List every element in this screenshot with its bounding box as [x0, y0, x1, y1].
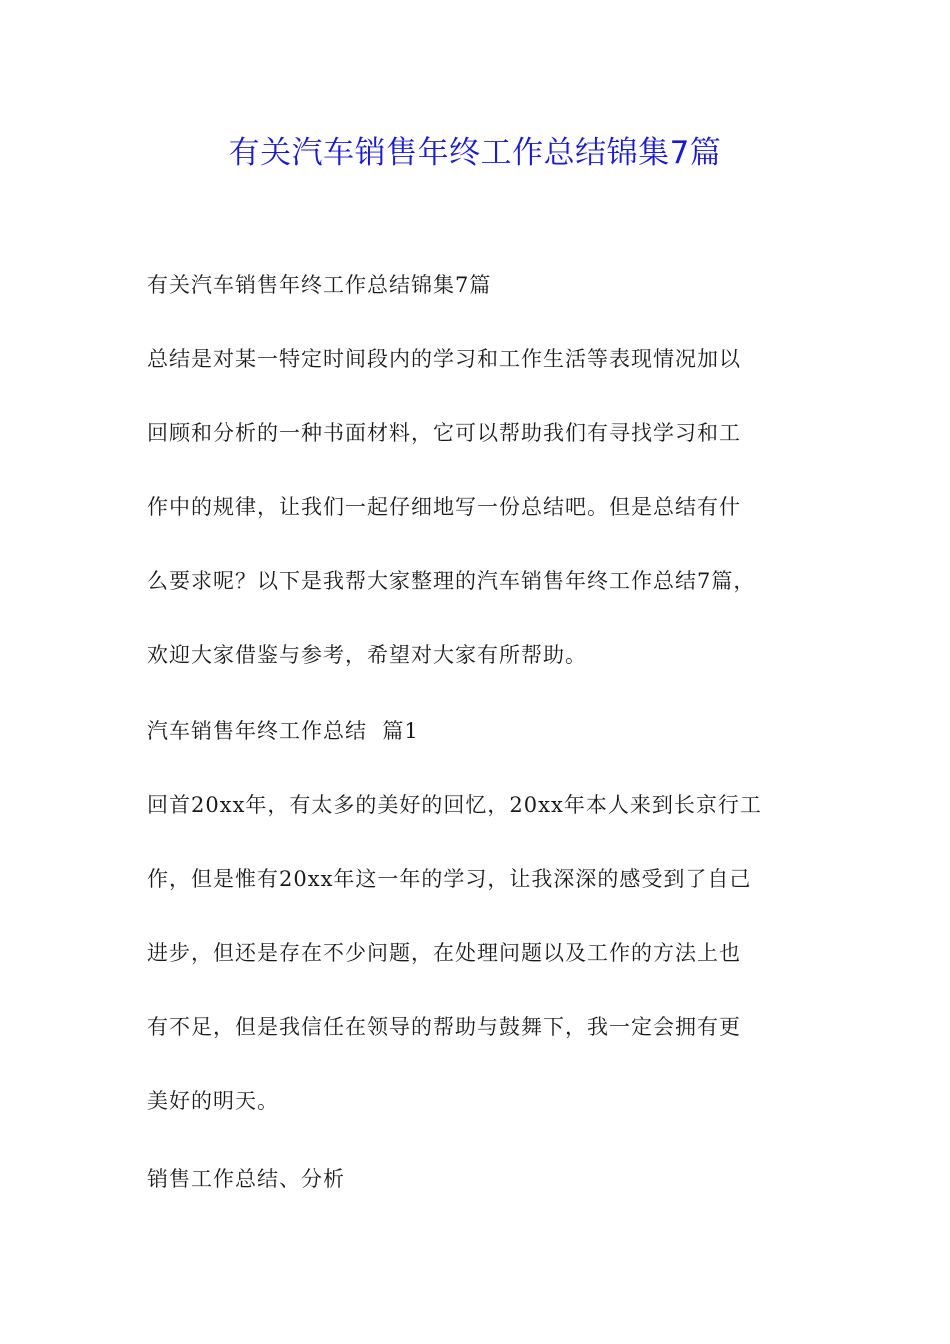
intro-line: 总结是对某一特定时间段内的学习和工作生活等表现情况加以 — [147, 347, 741, 371]
article-heading: 有关汽车销售年终工作总结锦集7篇 — [147, 273, 492, 297]
intro-paragraph — [147, 322, 827, 692]
intro-line: 作中的规律，让我们一起仔细地写一份总结吧。但是总结有什 — [147, 495, 741, 519]
section-line: 作，但是惟有20xx年这一年的学习，让我深深的感受到了自己 — [147, 867, 752, 891]
section-title: 汽车销售年终工作总结 篇1 — [147, 719, 419, 743]
intro-line: 么要求呢？以下是我帮大家整理的汽车销售年终工作总结7篇， — [147, 569, 756, 593]
section-line: 美好的明天。 — [147, 1089, 279, 1113]
section-line: 有不足，但是我信任在领导的帮助与鼓舞下，我一定会拥有更 — [147, 1015, 741, 1039]
section-line: 进步，但还是存在不少问题，在处理问题以及工作的方法上也 — [147, 941, 741, 965]
intro-line: 回顾和分析的一种书面材料，它可以帮助我们有寻找学习和工 — [147, 421, 741, 445]
section-line: 回首20xx年，有太多的美好的回忆，20xx年本人来到长京行工 — [147, 793, 762, 817]
intro-line: 欢迎大家借鉴与参考，希望对大家有所帮助。 — [147, 643, 587, 667]
subheading: 销售工作总结、分析 — [147, 1167, 345, 1191]
section-paragraph — [147, 768, 827, 1138]
document-title: 有关汽车销售年终工作总结锦集7篇 — [228, 135, 722, 171]
